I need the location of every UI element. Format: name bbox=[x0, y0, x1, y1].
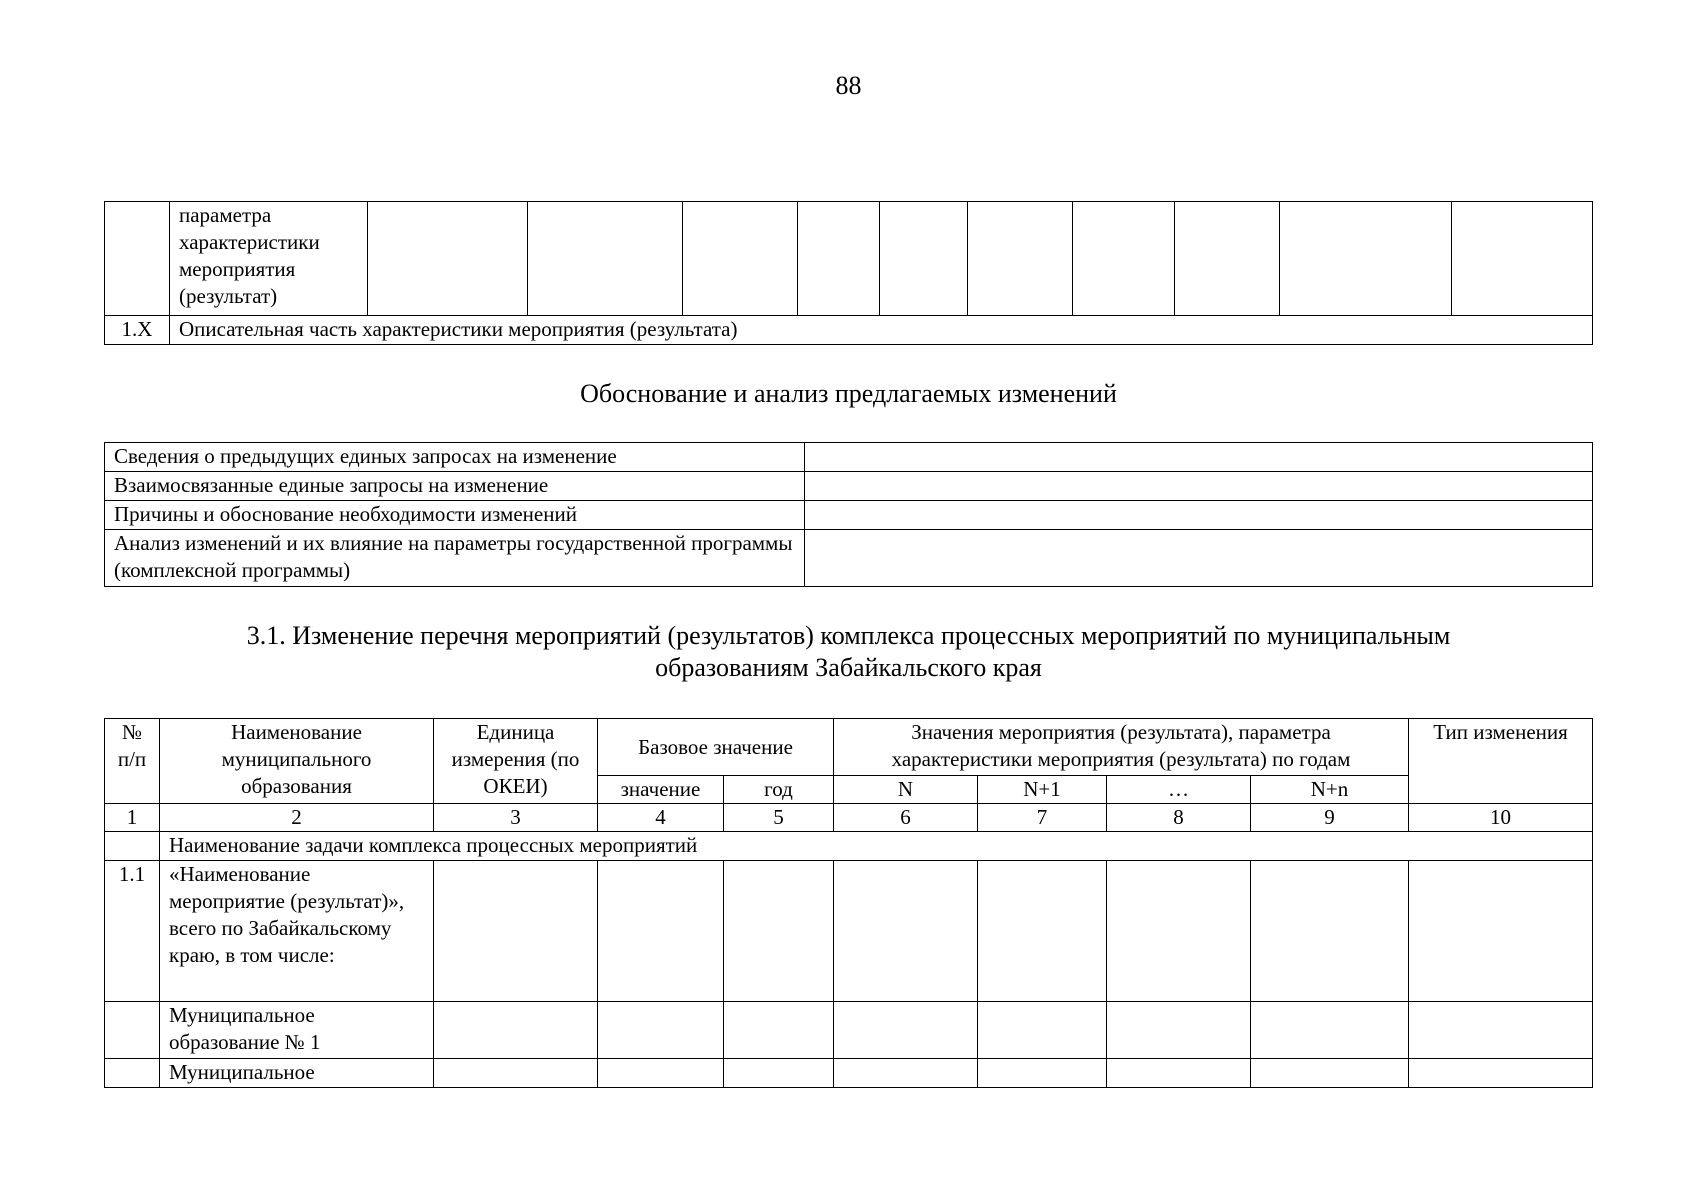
table-cell bbox=[880, 202, 968, 316]
table-cell bbox=[683, 202, 798, 316]
table-cell bbox=[1107, 861, 1251, 1002]
table-cell bbox=[1409, 1059, 1593, 1088]
section-3-1-title-line2: образованиям Забайкальского края bbox=[655, 653, 1042, 682]
section-3-1-title-line1: 3.1. Изменение перечня мероприятий (результатов) комплекса процессных мероприятий по муниципальным bbox=[246, 621, 1451, 650]
table-cell bbox=[1409, 861, 1593, 1002]
section-title: Обоснование и анализ предлагаемых изменений bbox=[580, 379, 1117, 408]
table-cell bbox=[1452, 202, 1593, 316]
header-year-n1: N+1 bbox=[978, 776, 1107, 804]
table-cell bbox=[434, 861, 598, 1002]
row-number bbox=[105, 1002, 160, 1059]
municipality-name: Муниципальное образование № 1 bbox=[160, 1002, 434, 1059]
measure-name: «Наименование мероприятие (результат)», всего по Забайкальскому краю, в том числе: bbox=[160, 861, 434, 1002]
table-cell bbox=[724, 1002, 834, 1059]
table-cell bbox=[434, 1002, 598, 1059]
header-base-year: год bbox=[724, 776, 834, 804]
table-cell bbox=[834, 1002, 978, 1059]
table-cell bbox=[978, 1002, 1107, 1059]
table-cell bbox=[528, 202, 683, 316]
table-cell bbox=[1073, 202, 1175, 316]
row-number bbox=[105, 1059, 160, 1088]
table-cell bbox=[434, 1059, 598, 1088]
justification-table bbox=[104, 442, 1593, 587]
header-values-by-year: Значения мероприятия (результата), параметра характеристики мероприятия (результата) по годам bbox=[834, 719, 1409, 776]
justification-label: Взаимосвязанные единые запросы на изменение bbox=[105, 472, 805, 501]
table-cell bbox=[1409, 1002, 1593, 1059]
justification-label: Сведения о предыдущих единых запросах на изменение bbox=[105, 443, 805, 472]
column-number: 7 bbox=[978, 804, 1107, 832]
table-cell bbox=[598, 1059, 724, 1088]
task-row: Наименование задачи комплекса процессных мероприятий bbox=[160, 832, 1593, 861]
header-year-dots: … bbox=[1107, 776, 1251, 804]
justification-value bbox=[805, 472, 1593, 501]
table-cell bbox=[978, 1059, 1107, 1088]
header-year-n: N bbox=[834, 776, 978, 804]
description-text: Описательная часть характеристики мероприятия (результата) bbox=[170, 316, 1593, 345]
table-cell bbox=[598, 1002, 724, 1059]
table-cell bbox=[1175, 202, 1280, 316]
row-number: 1.1 bbox=[105, 861, 160, 1002]
column-number: 8 bbox=[1107, 804, 1251, 832]
section-3-1-title bbox=[0, 620, 1697, 684]
table-cell bbox=[798, 202, 880, 316]
header-num: № п/п bbox=[105, 719, 160, 804]
table-cell bbox=[968, 202, 1073, 316]
column-number: 10 bbox=[1409, 804, 1593, 832]
column-number: 5 bbox=[724, 804, 834, 832]
table-cell bbox=[1280, 202, 1452, 316]
page-number: 88 bbox=[835, 71, 862, 100]
header-unit: Единица измерения (по ОКЕИ) bbox=[434, 719, 598, 804]
column-number: 1 bbox=[105, 804, 160, 832]
table-cell bbox=[978, 861, 1107, 1002]
column-number: 9 bbox=[1251, 804, 1409, 832]
header-change-type: Тип изменения bbox=[1409, 719, 1593, 804]
column-number: 2 bbox=[160, 804, 434, 832]
table-cell bbox=[1251, 1059, 1409, 1088]
municipality-name: Муниципальное bbox=[160, 1059, 434, 1088]
table-cell bbox=[368, 202, 528, 316]
justification-label: Анализ изменений и их влияние на параметры государственной программы (комплексной программы) bbox=[105, 530, 805, 587]
table-cell bbox=[1251, 861, 1409, 1002]
table-cell bbox=[834, 861, 978, 1002]
header-base-value: Базовое значение bbox=[598, 719, 834, 776]
table-cell bbox=[724, 1059, 834, 1088]
table-cell bbox=[105, 202, 170, 316]
table-cell bbox=[724, 861, 834, 1002]
table-cell bbox=[105, 832, 160, 861]
column-number: 4 bbox=[598, 804, 724, 832]
table-cell bbox=[834, 1059, 978, 1088]
header-municipality: Наименование муниципального образования bbox=[160, 719, 434, 804]
parameter-label: параметра характеристики мероприятия (результат) bbox=[170, 202, 368, 316]
column-number: 6 bbox=[834, 804, 978, 832]
measures-table bbox=[104, 718, 1593, 1088]
characteristics-table bbox=[104, 201, 1593, 345]
justification-value bbox=[805, 501, 1593, 530]
header-year-nn: N+n bbox=[1251, 776, 1409, 804]
header-base-value-sub: значение bbox=[598, 776, 724, 804]
table-cell bbox=[1107, 1059, 1251, 1088]
justification-value bbox=[805, 443, 1593, 472]
table-cell bbox=[598, 861, 724, 1002]
row-number: 1.X bbox=[105, 316, 170, 345]
table-cell bbox=[1251, 1002, 1409, 1059]
justification-value bbox=[805, 530, 1593, 587]
column-number: 3 bbox=[434, 804, 598, 832]
table-cell bbox=[1107, 1002, 1251, 1059]
justification-label: Причины и обоснование необходимости изменений bbox=[105, 501, 805, 530]
